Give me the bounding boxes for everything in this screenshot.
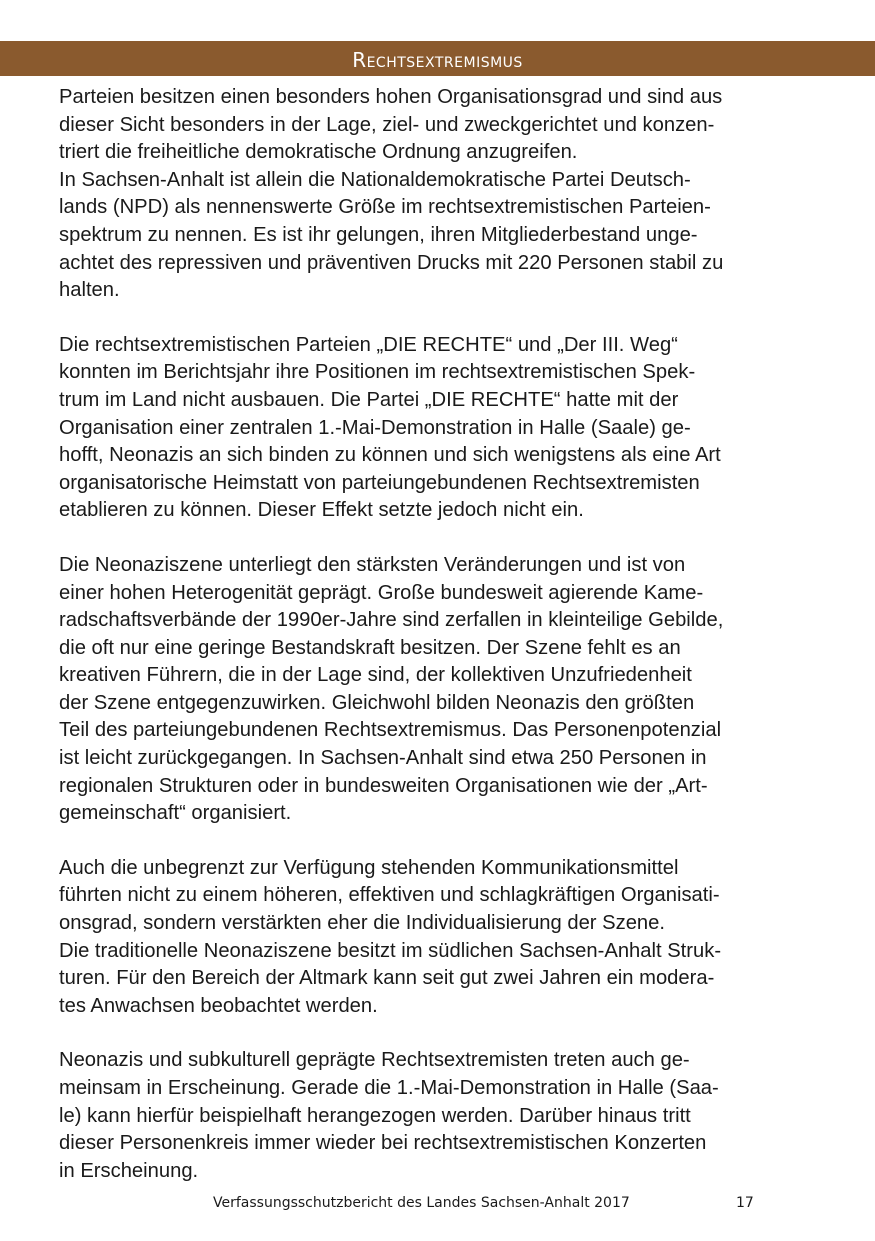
text-line: radschaftsverbände der 1990er-Jahre sind zerfallen in kleinteilige Gebilde, (59, 609, 724, 632)
paragraph (59, 855, 819, 1021)
chapter-title: Rechtsextremismus (352, 47, 523, 72)
text-line: die oft nur eine geringe Bestandskraft besitzen. Der Szene fehlt es an (59, 636, 681, 659)
text-line: organisatorische Heimstatt von parteiungebundenen Rechtsextremisten (59, 471, 700, 494)
text-line: einer hohen Heterogenität geprägt. Große bundesweit agierende Kame- (59, 581, 704, 604)
text-line: halten. (59, 279, 120, 302)
text-line: le) kann hierfür beispielhaft herangezogen werden. Darüber hinaus tritt (59, 1104, 691, 1127)
paragraph (59, 332, 819, 525)
page-footer (0, 1195, 875, 1217)
text-line: Die traditionelle Neonaziszene besitzt im südlichen Sachsen-Anhalt Struk- (59, 939, 722, 962)
text-line: gemeinschaft“ organisiert. (59, 802, 292, 825)
text-line: lands (NPD) als nennenswerte Größe im rechtsextremistischen Parteien- (59, 196, 711, 219)
chapter-header-bar (0, 41, 875, 76)
text-line: ist leicht zurückgegangen. In Sachsen-Anhalt sind etwa 250 Personen in (59, 747, 707, 770)
text-line: hofft, Neonazis an sich binden zu können und sich wenigstens als eine Art (59, 444, 721, 467)
text-line: kreativen Führern, die in der Lage sind, der kollektiven Unzufriedenheit (59, 664, 692, 687)
text-line: in Erscheinung. (59, 1159, 199, 1182)
paragraph (59, 552, 819, 828)
text-line: etablieren zu können. Dieser Effekt setzte jedoch nicht ein. (59, 499, 584, 522)
text-line: Die Neonaziszene unterliegt den stärksten Veränderungen und ist von (59, 553, 686, 576)
text-line: Auch die unbegrenzt zur Verfügung stehenden Kommunikationsmittel (59, 856, 679, 879)
text-line: führten nicht zu einem höheren, effektiven und schlagkräftigen Organisati- (59, 884, 720, 907)
text-line: regionalen Strukturen oder in bundesweiten Organisationen wie der „Art- (59, 774, 708, 797)
text-line: Die rechtsextremistischen Parteien „DIE RECHTE“ und „Der III. Weg“ (59, 333, 678, 356)
text-line: dieser Personenkreis immer wieder bei rechtsextremistischen Konzerten (59, 1132, 707, 1155)
text-line: meinsam in Erscheinung. Gerade die 1.-Mai-Demonstration in Halle (Saa- (59, 1077, 719, 1099)
text-line: triert die freiheitliche demokratische Ordnung anzugreifen. (59, 141, 578, 164)
text-line: konnten im Berichtsjahr ihre Positionen im rechtsextremistischen Spek- (59, 361, 696, 384)
text-line: spektrum zu nennen. Es ist ihr gelungen, ihren Mitgliederbestand unge- (59, 223, 698, 246)
text-line: In Sachsen-Anhalt ist allein die Nationaldemokratische Partei Deutsch- (59, 168, 691, 191)
text-line: Teil des parteiungebundenen Rechtsextremismus. Das Personenpotenzial (59, 719, 722, 742)
paragraph (59, 1047, 819, 1185)
page-number: 17 (736, 1195, 754, 1211)
text-line: Organisation einer zentralen 1.-Mai-Demonstration in Halle (Saale) ge- (59, 416, 691, 439)
paragraph (59, 84, 819, 305)
text-line: der Szene entgegenzuwirken. Gleichwohl bilden Neonazis den größten (59, 691, 695, 714)
text-line: onsgrad, sondern verstärkten eher die Individualisierung der Szene. (59, 912, 665, 935)
text-line: trum im Land nicht ausbauen. Die Partei „DIE RECHTE“ hatte mit der (59, 388, 679, 411)
text-line: Neonazis und subkulturell geprägte Rechtsextremisten treten auch ge- (59, 1049, 690, 1072)
text-line: achtet des repressiven und präventiven Drucks mit 220 Personen stabil zu (59, 251, 724, 274)
text-line: turen. Für den Bereich der Altmark kann seit gut zwei Jahren ein modera- (59, 967, 715, 990)
text-line: tes Anwachsen beobachtet werden. (59, 994, 378, 1017)
body-text (59, 84, 819, 1212)
publication-title: Verfassungsschutzbericht des Landes Sachsen-Anhalt 2017 (213, 1195, 630, 1211)
text-line: Parteien besitzen einen besonders hohen Organisationsgrad und sind aus (59, 86, 723, 108)
text-line: dieser Sicht besonders in der Lage, ziel- und zweckgerichtet und konzen- (59, 113, 715, 136)
